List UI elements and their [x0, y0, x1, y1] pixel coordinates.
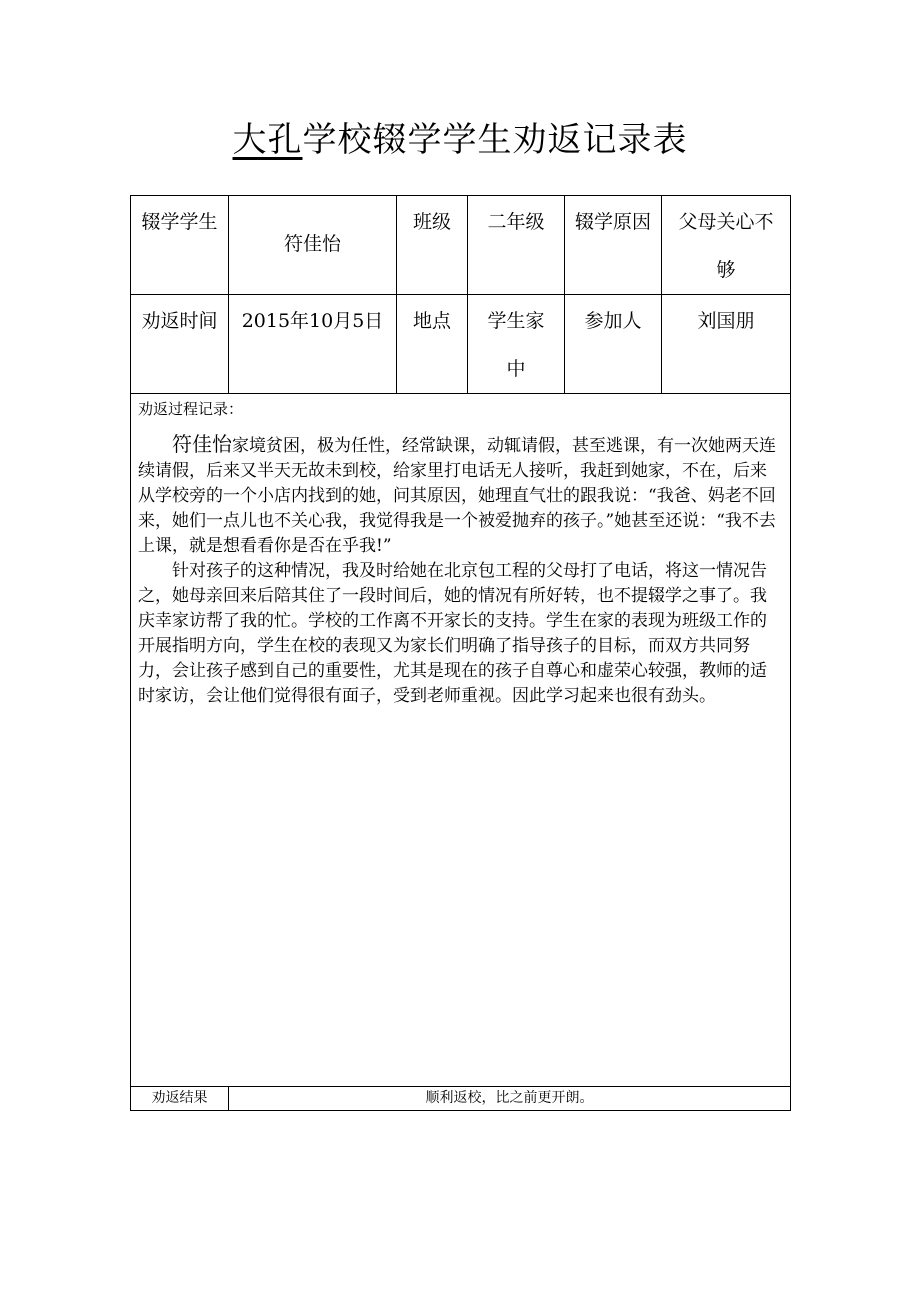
- reason-value: 父母关心不够: [678, 211, 774, 281]
- time-label: 劝返时间: [141, 310, 218, 332]
- process-record: [131, 396, 790, 1086]
- result-value-cell: [229, 1087, 791, 1111]
- page-title: [0, 112, 920, 161]
- student-value: 符佳怡: [283, 233, 341, 255]
- class-value-cell: [468, 196, 565, 295]
- process-paragraph-1: [138, 432, 783, 559]
- student-label: 辍学学生: [141, 211, 218, 233]
- table-row: [131, 196, 791, 295]
- school-name: 大孔: [232, 120, 303, 160]
- participant-label: 参加人: [584, 310, 642, 332]
- class-value: 二年级: [487, 211, 545, 233]
- process-cell: [131, 394, 791, 1087]
- participant-value-cell: [662, 295, 791, 394]
- place-label: 地点: [412, 310, 451, 332]
- student-label-cell: [131, 196, 229, 295]
- student-value-cell: [229, 196, 397, 295]
- record-table: [130, 195, 791, 1111]
- participant-label-cell: [565, 295, 662, 394]
- process-text-1: 家境贫困，极为任性，经常缺课，动辄请假，甚至逃课，有一次她两天连续请假，后来又半天无故未到校，给家里打电话无人接听，我赶到她家，不在，后来从学校旁的一个小店内找到的她，问其原因，她理直气壮的跟我说：“我爸、妈老不回来，她们一点儿也不关心我，我觉得我是一个被爱抛弃的孩子。”她甚至还说：“我不去上课，就是想看看你是否在乎我!”: [138, 436, 776, 556]
- reason-label-cell: [565, 196, 662, 295]
- place-value: 学生家中: [487, 310, 545, 380]
- reason-value-cell: [662, 196, 791, 295]
- process-label: 劝返过程记录：: [138, 400, 244, 418]
- table-row: [131, 295, 791, 394]
- time-label-cell: [131, 295, 229, 394]
- result-label-cell: [131, 1087, 229, 1111]
- result-value: 顺利返校，比之前更开朗。: [425, 1090, 594, 1106]
- class-label: 班级: [412, 211, 451, 233]
- place-value-cell: [468, 295, 565, 394]
- participant-value: 刘国朋: [697, 310, 755, 332]
- time-value: 2015年10月5日: [241, 310, 384, 332]
- place-label-cell: [397, 295, 468, 394]
- process-student-name: 符佳怡: [172, 432, 232, 456]
- table-row: [131, 394, 791, 1087]
- table-row: [131, 1087, 791, 1111]
- time-value-cell: [229, 295, 397, 394]
- process-paragraph-2: 针对孩子的这种情况，我及时给她在北京包工程的父母打了电话，将这一情况告之，她母亲回来后陪其住了一段时间后，她的情况有所好转，也不提辍学之事了。我庆幸家访帮了我的忙。学校的工作离不开家长的支持。学生在家的表现为班级工作的开展指明方向，学生在校的表现又为家长们明确了指导孩子的目标，而双方共同努力，会让孩子感到自己的重要性，尤其是现在的孩子自尊心和虚荣心较强，教师的适时家访，会让他们觉得很有面子，受到老师重视。因此学习起来也很有劲头。: [138, 561, 767, 706]
- class-label-cell: [397, 196, 468, 295]
- title-text: 学校辍学学生劝返记录表: [302, 120, 688, 160]
- result-label: 劝返结果: [151, 1090, 208, 1106]
- reason-label: 辍学原因: [575, 211, 652, 233]
